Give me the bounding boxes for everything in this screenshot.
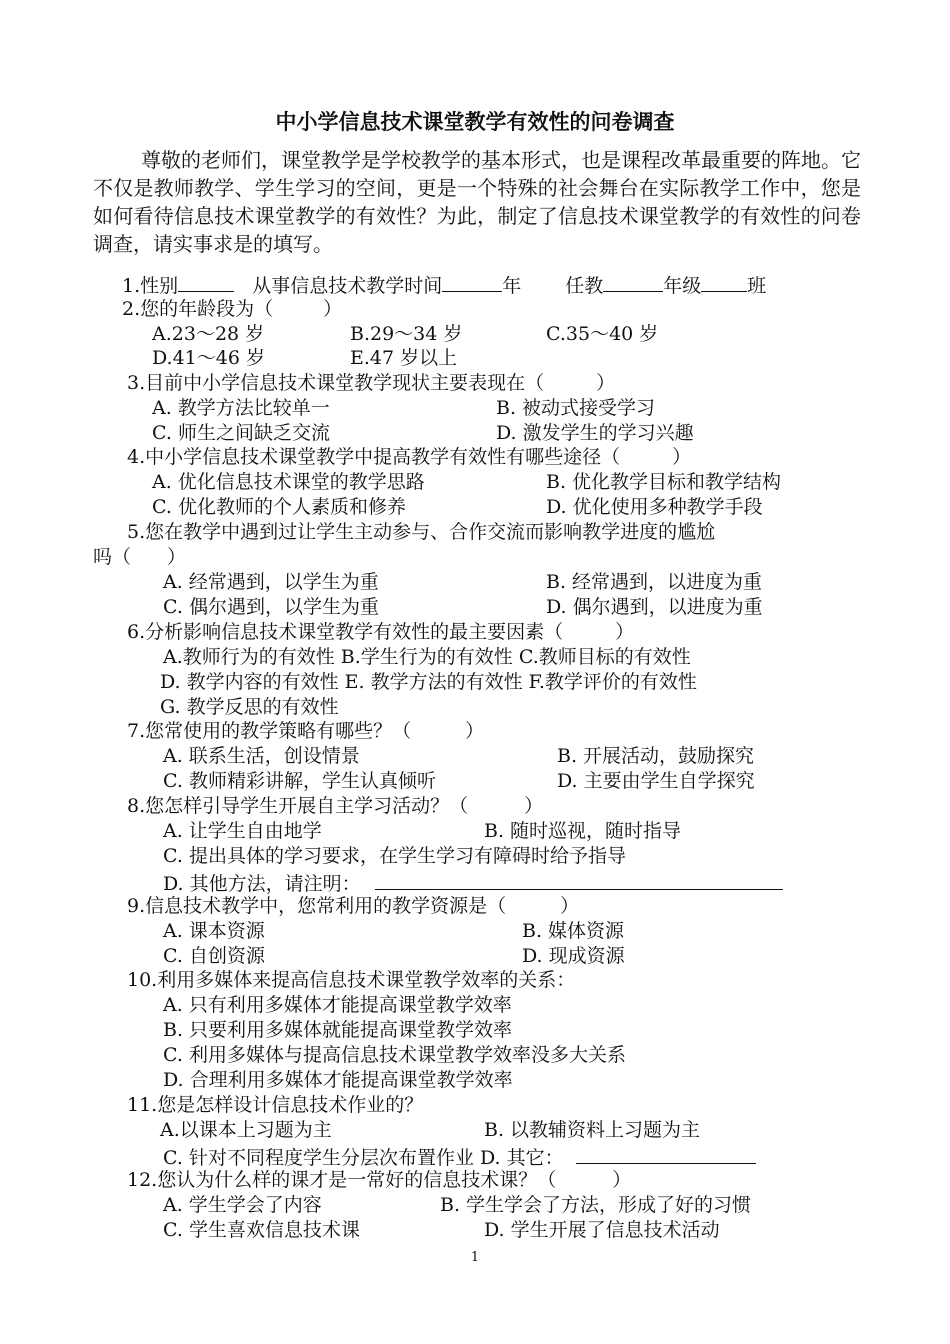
q7-option-c[interactable]: C. 教师精彩讲解，学生认真倾听 (163, 770, 436, 792)
q2-option-d[interactable]: D.41～46 岁 (152, 347, 265, 369)
q1-class-unit: 班 (747, 275, 767, 297)
q1-year-unit: 年 (502, 275, 522, 297)
question-9-stem (127, 894, 579, 918)
q8-option-d[interactable]: D. 其他方法，请注明： (163, 873, 361, 895)
q3-option-b[interactable]: B. 被动式接受学习 (496, 397, 656, 419)
q7-option-b[interactable]: B. 开展活动，鼓励探究 (557, 745, 755, 767)
question-1 (122, 271, 766, 298)
q12-stem-text: 12.您认为什么样的课才是一常好的信息技术课？（ (127, 1169, 557, 1191)
q2-stem-text: 2.您的年龄段为（ (122, 298, 274, 320)
class-blank[interactable] (701, 271, 747, 292)
q1-grade-unit: 年级 (663, 275, 702, 297)
q11-option-a[interactable]: A.以课本上习题为主 (160, 1119, 332, 1141)
page-number: 1 (470, 1250, 480, 1265)
q12-option-a[interactable]: A. 学生学会了内容 (163, 1194, 322, 1216)
q9-stem-text: 9.信息技术教学中，您常利用的教学资源是（ (127, 895, 507, 917)
q11-option-cd-row (163, 1143, 756, 1170)
q3-option-a[interactable]: A. 教学方法比较单一 (152, 397, 330, 419)
q4-close: ） (672, 446, 692, 468)
years-blank[interactable] (442, 271, 502, 292)
q8-stem-text: 8.您怎样引导学生开展自主学习活动？（ (127, 795, 469, 817)
q2-option-b[interactable]: B.29～34 岁 (350, 323, 463, 345)
question-7-stem (127, 719, 484, 743)
q8-option-c[interactable]: C. 提出具体的学习要求，在学生学习有障碍时给予指导 (163, 845, 626, 867)
question-5-stem-cont (93, 545, 186, 569)
q9-option-c[interactable]: C. 自创资源 (163, 945, 265, 967)
question-3-stem (127, 371, 615, 395)
q9-close: ） (560, 895, 580, 917)
question-8-stem (127, 794, 543, 818)
q6-stem-text: 6.分析影响信息技术课堂教学有效性的最主要因素（ (127, 621, 564, 643)
q2-close: ） (323, 298, 343, 320)
q12-option-b[interactable]: B. 学生学会了方法，形成了好的习惯 (440, 1194, 752, 1216)
q2-option-c[interactable]: C.35～40 岁 (546, 323, 659, 345)
page-title: 中小学信息技术课堂教学有效性的问卷调查 (275, 110, 675, 134)
q3-close: ） (596, 372, 616, 394)
question-4-stem (127, 445, 691, 469)
q7-stem-text: 7.您常使用的教学策略有哪些？（ (127, 720, 412, 742)
other-method-blank[interactable] (375, 869, 783, 890)
q2-option-e[interactable]: E.47 岁以上 (350, 347, 458, 369)
other-homework-blank[interactable] (576, 1143, 756, 1164)
q8-option-a[interactable]: A. 让学生自由地学 (163, 820, 322, 842)
q8-close: ） (524, 795, 544, 817)
question-10-stem: 10.利用多媒体来提高信息技术课堂教学效率的关系： (127, 969, 576, 991)
q5-close: ） (167, 546, 187, 568)
gender-blank[interactable] (178, 271, 234, 292)
q7-close: ） (465, 720, 485, 742)
q9-option-d[interactable]: D. 现成资源 (522, 945, 625, 967)
q1-teach-label: 任教 (565, 275, 604, 297)
q6-options-line-1[interactable]: A.教师行为的有效性 B.学生行为的有效性 C.教师目标的有效性 (163, 646, 691, 668)
q12-option-d[interactable]: D. 学生开展了信息技术活动 (484, 1219, 720, 1241)
q5-option-b[interactable]: B. 经常遇到，以进度为重 (546, 571, 763, 593)
q7-option-d[interactable]: D. 主要由学生自学探究 (557, 770, 755, 792)
q11-option-cd[interactable]: C. 针对不同程度学生分层次布置作业 D. 其它： (163, 1147, 564, 1169)
q3-option-d[interactable]: D. 激发学生的学习兴趣 (496, 422, 694, 444)
q6-close: ） (615, 621, 635, 643)
grade-blank[interactable] (603, 271, 663, 292)
q12-close: ） (612, 1169, 632, 1191)
q5-option-c[interactable]: C. 偶尔遇到，以学生为重 (163, 596, 379, 618)
q12-option-c[interactable]: C. 学生喜欢信息技术课 (163, 1219, 360, 1241)
q3-option-c[interactable]: C. 师生之间缺乏交流 (152, 422, 330, 444)
q11-option-b[interactable]: B. 以教辅资料上习题为主 (484, 1119, 701, 1141)
question-12-stem (127, 1168, 631, 1192)
q3-stem-text: 3.目前中小学信息技术课堂教学现状主要表现在（ (127, 372, 545, 394)
q5-option-a[interactable]: A. 经常遇到，以学生为重 (163, 571, 379, 593)
question-11-stem: 11.您是怎样设计信息技术作业的？ (127, 1094, 424, 1116)
q4-option-a[interactable]: A. 优化信息技术课堂的教学思路 (152, 471, 425, 493)
q9-option-a[interactable]: A. 课本资源 (163, 920, 265, 942)
q9-option-b[interactable]: B. 媒体资源 (522, 920, 625, 942)
q1-gender-label: 1.性别 (122, 275, 179, 297)
q6-options-line-3[interactable]: G. 教学反思的有效性 (160, 696, 339, 718)
q8-option-b[interactable]: B. 随时巡视，随时指导 (484, 820, 682, 842)
q10-option-a[interactable]: A. 只有利用多媒体才能提高课堂教学效率 (163, 994, 512, 1016)
q5-option-d[interactable]: D. 偶尔遇到，以进度为重 (546, 596, 763, 618)
q7-option-a[interactable]: A. 联系生活，创设情景 (163, 745, 360, 767)
q4-stem-text: 4.中小学信息技术课堂教学中提高教学有效性有哪些途径（ (127, 446, 621, 468)
q4-option-d[interactable]: D. 优化使用多种教学手段 (546, 496, 763, 518)
question-6-stem (127, 620, 634, 644)
q10-option-b[interactable]: B. 只要利用多媒体就能提高课堂教学效率 (163, 1019, 513, 1041)
q5-stem2-text: 吗（ (93, 546, 132, 568)
q4-option-b[interactable]: B. 优化教学目标和教学结构 (546, 471, 782, 493)
q4-option-c[interactable]: C. 优化教师的个人素质和修养 (152, 496, 406, 518)
q10-option-c[interactable]: C. 利用多媒体与提高信息技术课堂教学效率没多大关系 (163, 1044, 626, 1066)
question-5-stem: 5.您在教学中遇到过让学生主动参与、合作交流而影响教学进度的尴尬 (127, 521, 716, 543)
q10-option-d[interactable]: D. 合理利用多媒体才能提高课堂教学效率 (163, 1069, 513, 1091)
q1-years-label: 从事信息技术教学时间 (252, 275, 443, 297)
q8-option-d-row (163, 869, 783, 896)
question-2-stem (122, 297, 342, 321)
q6-options-line-2[interactable]: D. 教学内容的有效性 E. 教学方法的有效性 F.教学评价的有效性 (160, 671, 697, 693)
q2-option-a[interactable]: A.23～28 岁 (152, 323, 265, 345)
intro-paragraph: 尊敬的老师们，课堂教学是学校教学的基本形式，也是课程改革最重要的阵地。它不仅是教师教学、学生学习的空间，更是一个特殊的社会舞台在实际教学工作中，您是如何看待信息技术课堂教学的有效性？为此，制定了信息技术课堂教学的有效性的问卷调查，请实事求是的填写。 (93, 148, 861, 256)
